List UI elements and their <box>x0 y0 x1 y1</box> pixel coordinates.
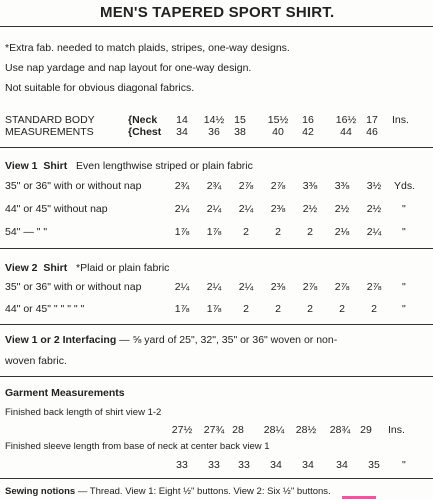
sleeve-length-unit: " <box>402 459 406 471</box>
body-measurements-label-2: MEASUREMENTS <box>5 126 94 138</box>
chest-value: 38 <box>234 126 246 138</box>
neck-value: 15½ <box>267 114 289 126</box>
view1-row-label: 54" — " " <box>5 226 48 238</box>
body-measurements-label-1: STANDARD BODY <box>5 114 95 126</box>
yardage-value: 2½ <box>302 203 318 215</box>
yardage-value: 2¾ <box>206 180 222 192</box>
ditto-unit: " <box>402 226 406 238</box>
yardage-value: 2 <box>371 303 377 315</box>
garment-heading: Garment Measurements <box>5 387 125 399</box>
view1-desc: Even lengthwise striped or plain fabric <box>76 160 253 172</box>
yardage-value: 1⅞ <box>206 226 222 238</box>
yardage-unit: Yds. <box>394 180 416 192</box>
body-unit: Ins. <box>392 114 409 126</box>
yardage-value: 2⅜ <box>270 203 286 215</box>
sewing-notions-line <box>5 486 331 497</box>
view1-heading <box>5 160 253 172</box>
yardage-value: 2½ <box>334 203 350 215</box>
sleeve-length-value: 33 <box>176 459 188 471</box>
interfacing-text: — ⅝ yard of 25", 32", 35" or 36" woven or non- <box>116 334 338 346</box>
view2-number: View 2 <box>5 262 38 274</box>
title-rule <box>0 26 433 27</box>
yardage-value: 2¼ <box>366 226 382 238</box>
back-length-value: 28½ <box>295 424 317 436</box>
neck-value: 15 <box>234 114 246 126</box>
chest-value: 40 <box>272 126 284 138</box>
neck-label: {Neck <box>128 114 158 126</box>
yardage-value: 1⅞ <box>206 303 222 315</box>
yardage-value: 2 <box>307 303 313 315</box>
chest-value: 42 <box>302 126 314 138</box>
view2-name: Shirt <box>43 262 68 274</box>
interfacing-line-1 <box>5 334 337 346</box>
yardage-value: 2½ <box>366 203 382 215</box>
yardage-value: 2 <box>275 303 281 315</box>
highlight-mark <box>342 496 376 499</box>
sleeve-length-value: 33 <box>208 459 220 471</box>
view1-row-label: 44" or 45" without nap <box>5 203 108 215</box>
chest-value: 36 <box>208 126 220 138</box>
view2-row-label: 35" or 36" with or without nap <box>5 281 142 293</box>
sewing-notions-text: — Thread. View 1: Eight ½" buttons. View 2: Six ½" buttons. <box>75 486 331 497</box>
yardage-value: 2⅞ <box>334 281 350 293</box>
view2-rule <box>0 324 433 325</box>
view1-name: Shirt <box>43 160 68 172</box>
yardage-value: 2⅜ <box>270 281 286 293</box>
yardage-value: 1⅞ <box>174 303 190 315</box>
chest-label: {Chest <box>128 126 162 138</box>
sleeve-length-value: 33 <box>238 459 250 471</box>
neck-value: 14 <box>176 114 188 126</box>
back-length-value: 27½ <box>171 424 193 436</box>
view2-desc: *Plaid or plain fabric <box>76 262 170 274</box>
page-title: MEN'S TAPERED SPORT SHIRT. <box>100 4 335 21</box>
back-length-value: 28¼ <box>263 424 285 436</box>
sleeve-length-value: 34 <box>302 459 314 471</box>
view1-number: View 1 <box>5 160 38 172</box>
yardage-value: 2¼ <box>206 281 222 293</box>
neck-value: 16½ <box>335 114 357 126</box>
neck-value: 17 <box>366 114 378 126</box>
interfacing-rule <box>0 376 433 377</box>
back-length-value: 28¾ <box>329 424 351 436</box>
interfacing-line-2: woven fabric. <box>5 355 67 367</box>
yardage-value: 3⅜ <box>302 180 318 192</box>
interfacing-heading: View 1 or 2 Interfacing <box>5 334 117 346</box>
back-length-value: 28 <box>232 424 244 436</box>
neck-value: 16 <box>302 114 314 126</box>
yardage-value: 2 <box>307 226 313 238</box>
chest-value: 46 <box>366 126 378 138</box>
yardage-value: 2 <box>243 303 249 315</box>
yardage-value: 2⅞ <box>366 281 382 293</box>
yardage-value: 2 <box>275 226 281 238</box>
yardage-value: 1⅞ <box>174 226 190 238</box>
yardage-value: 3½ <box>366 180 382 192</box>
yardage-value: 2¼ <box>238 203 254 215</box>
ditto-unit: " <box>402 203 406 215</box>
back-length-label: Finished back length of shirt view 1-2 <box>5 407 162 418</box>
neck-value: 14½ <box>203 114 225 126</box>
chest-value: 44 <box>340 126 352 138</box>
yardage-value: 2⅞ <box>238 180 254 192</box>
view1-rule <box>0 248 433 249</box>
yardage-value: 2⅞ <box>302 281 318 293</box>
yardage-value: 2⅛ <box>334 226 350 238</box>
yardage-value: 2¼ <box>174 281 190 293</box>
ditto-unit: " <box>402 303 406 315</box>
chest-value: 34 <box>176 126 188 138</box>
sleeve-length-value: 34 <box>270 459 282 471</box>
ditto-unit: " <box>402 281 406 293</box>
view2-row-label: 44" or 45" " " " " " <box>5 303 85 315</box>
yardage-value: 2¼ <box>174 203 190 215</box>
yardage-value: 3⅜ <box>334 180 350 192</box>
back-length-value: 29 <box>360 424 372 436</box>
yardage-value: 2¾ <box>174 180 190 192</box>
yardage-value: 2⅞ <box>270 180 286 192</box>
yardage-value: 2¼ <box>206 203 222 215</box>
yardage-value: 2 <box>339 303 345 315</box>
sewing-notions-heading: Sewing notions <box>5 486 76 497</box>
garment-rule <box>0 478 433 479</box>
body-rule <box>0 147 433 148</box>
yardage-value: 2¼ <box>238 281 254 293</box>
yardage-value: 2 <box>243 226 249 238</box>
back-length-unit: Ins. <box>388 424 405 436</box>
sleeve-length-value: 34 <box>336 459 348 471</box>
note-not-suitable: Not suitable for obvious diagonal fabrics. <box>5 82 195 94</box>
back-length-value: 27¾ <box>203 424 225 436</box>
view2-heading <box>5 262 169 274</box>
note-nap-layout: Use nap yardage and nap layout for one-way design. <box>5 62 252 74</box>
sleeve-length-value: 35 <box>368 459 380 471</box>
sleeve-length-label: Finished sleeve length from base of neck at center back view 1 <box>5 441 270 452</box>
note-extra-fabric: *Extra fab. needed to match plaids, stripes, one-way designs. <box>5 42 290 54</box>
view1-row-label: 35" or 36" with or without nap <box>5 180 142 192</box>
